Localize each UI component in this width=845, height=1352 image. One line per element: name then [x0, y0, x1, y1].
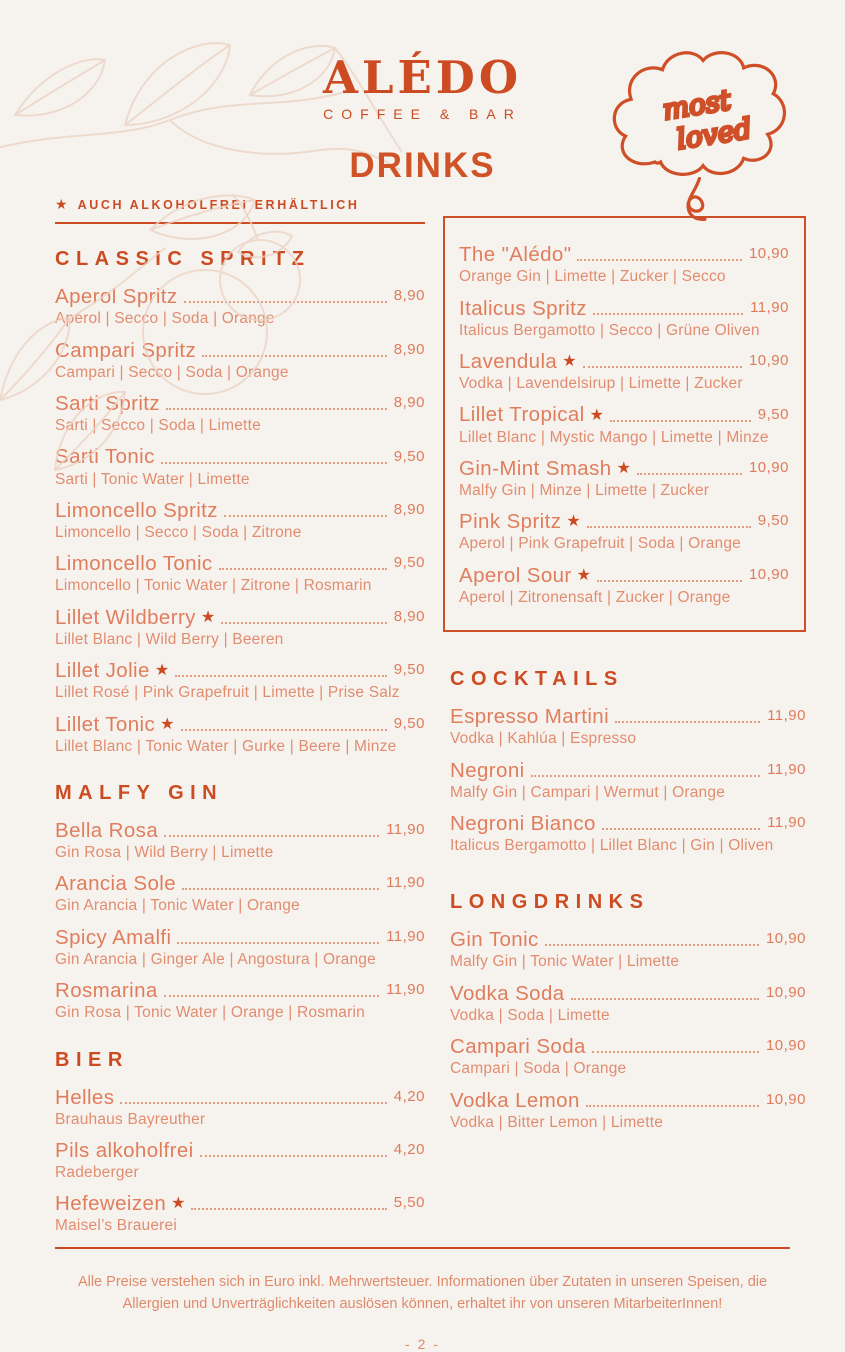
menu-item	[459, 351, 789, 393]
item-price: 4,20	[393, 1087, 425, 1105]
bubble-tail-squiggle	[688, 179, 705, 220]
item-ingredients: Italicus Bergamotto | Lillet Blanc | Gin | Oliven	[450, 837, 774, 855]
item-ingredients: Malfy Gin | Campari | Wermut | Orange	[450, 783, 726, 801]
item-ingredients: Maisel’s Brauerei	[55, 1217, 177, 1235]
menu-section	[55, 1049, 425, 1236]
page-title: DRINKS	[349, 146, 496, 186]
alcohol-free-note	[55, 196, 425, 224]
item-ingredients: Gin Rosa | Wild Berry | Limette	[55, 844, 274, 862]
section-items	[55, 286, 425, 756]
dotted-leader	[577, 259, 742, 261]
item-name: Limoncello Spritz	[55, 498, 218, 522]
footer-line-2: Allergien und Unverträglichkeiten auslösen können, erhaltet ihr von unseren MitarbeiterInnen!	[122, 1296, 723, 1313]
dotted-leader	[161, 462, 387, 464]
menu-item	[55, 927, 425, 969]
item-name: Gin Tonic	[450, 928, 539, 952]
menu-item-row	[55, 1193, 425, 1215]
item-name: Rosmarina	[55, 979, 158, 1003]
menu-item-row	[450, 1090, 806, 1112]
menu-item-row	[55, 340, 425, 362]
menu-item	[459, 298, 789, 340]
item-ingredients: Lillet Blanc | Wild Berry | Beeren	[55, 630, 284, 648]
star-icon: ★	[589, 406, 604, 424]
dotted-leader	[587, 526, 751, 528]
menu-item-row	[459, 458, 789, 480]
section-items	[55, 820, 425, 1023]
menu-item-row	[459, 404, 789, 426]
section-title: MALFY GIN	[55, 781, 224, 804]
menu-item	[459, 404, 789, 446]
menu-item	[55, 393, 425, 435]
dotted-leader	[182, 888, 379, 890]
item-price: 4,20	[393, 1141, 425, 1159]
menu-item	[450, 929, 806, 971]
dotted-leader	[597, 580, 742, 582]
item-ingredients: Orange Gin | Limette | Zucker | Secco	[459, 268, 726, 286]
item-name: Aperol Spritz	[55, 285, 178, 309]
item-name: Italicus Spritz	[459, 296, 587, 320]
item-name: Hefeweizen	[55, 1192, 167, 1216]
dotted-leader	[221, 622, 387, 624]
menu-item	[55, 1087, 425, 1129]
item-name: Gin-Mint Smash	[459, 456, 612, 480]
left-column	[55, 196, 425, 1247]
menu-item-row	[459, 298, 789, 320]
menu-item-row	[450, 813, 806, 835]
menu-item	[55, 820, 425, 862]
item-ingredients: Limoncello | Tonic Water | Zitrone | Rosmarin	[55, 577, 372, 595]
item-price: 11,90	[386, 821, 425, 839]
item-name: Espresso Martini	[450, 705, 610, 729]
dotted-leader	[592, 1051, 759, 1053]
menu-item-row	[55, 500, 425, 522]
badge-word-2: loved	[674, 111, 754, 156]
item-price: 11,90	[750, 298, 789, 316]
menu-item	[55, 660, 425, 702]
menu-item	[459, 511, 789, 553]
menu-item-row	[55, 553, 425, 575]
item-price: 10,90	[748, 459, 789, 476]
menu-item	[459, 244, 789, 286]
menu-item	[55, 714, 425, 756]
item-name: Pink Spritz	[459, 510, 562, 534]
menu-item-row	[450, 983, 806, 1005]
dotted-leader	[610, 420, 751, 422]
section-title: COCKTAILS	[450, 668, 624, 691]
menu-section	[55, 248, 425, 756]
item-price: 8,90	[393, 501, 425, 518]
item-name: Negroni Bianco	[450, 811, 596, 835]
item-price: 9,50	[393, 714, 425, 732]
menu-item-row	[55, 660, 425, 682]
item-name: Vodka Soda	[450, 981, 565, 1005]
item-price: 11,90	[767, 760, 806, 778]
item-ingredients: Italicus Bergamotto | Secco | Grüne Oliven	[459, 321, 760, 339]
star-icon: ★	[616, 460, 631, 477]
item-ingredients: Lillet Rosé | Pink Grapefruit | Limette | Prise Salz	[55, 684, 400, 702]
menu-section	[443, 891, 806, 1132]
footer-rule	[55, 1247, 790, 1249]
item-price: 11,90	[386, 874, 425, 892]
section-items	[450, 706, 806, 855]
item-name: Sarti Spritz	[55, 392, 161, 416]
item-name: Arancia Sole	[55, 872, 177, 896]
dotted-leader	[593, 313, 743, 315]
item-name: Lillet Wildberry	[55, 605, 196, 629]
item-price: 9,50	[393, 661, 425, 679]
dotted-leader	[166, 408, 387, 410]
item-ingredients: Sarti | Secco | Soda | Limette	[55, 417, 261, 435]
item-ingredients: Gin Arancia | Tonic Water | Orange	[55, 897, 300, 915]
dotted-leader	[164, 835, 379, 837]
page-number: - 2 -	[405, 1335, 440, 1352]
item-name: Campari Spritz	[55, 338, 197, 362]
menu-item-row	[55, 873, 425, 895]
menu-item	[55, 553, 425, 595]
dotted-leader	[602, 828, 760, 830]
item-ingredients: Malfy Gin | Minze | Limette | Zucker	[459, 482, 710, 499]
menu-item-row	[55, 393, 425, 415]
menu-item	[450, 1090, 806, 1132]
item-price: 8,90	[393, 340, 425, 358]
footer-line-1: Alle Preise verstehen sich in Euro inkl. Mehrwertsteuer. Informationen über Zutaten in unseren Speisen, die	[77, 1273, 768, 1290]
menu-item	[55, 286, 425, 328]
menu-item	[55, 1140, 425, 1182]
item-ingredients: Limoncello | Secco | Soda | Zitrone	[55, 524, 302, 541]
item-ingredients: Gin Rosa | Tonic Water | Orange | Rosmarin	[55, 1004, 365, 1022]
menu-item-row	[55, 927, 425, 949]
item-name: Helles	[55, 1085, 115, 1109]
item-ingredients: Campari | Soda | Orange	[450, 1060, 627, 1078]
item-ingredients: Vodka | Kahlúa | Espresso	[450, 730, 637, 748]
dotted-leader	[219, 568, 387, 570]
menu-item-row	[459, 565, 789, 587]
star-icon: ★	[160, 715, 175, 733]
dotted-leader	[615, 721, 760, 723]
menu-item-row	[459, 351, 789, 373]
item-price: 5,50	[393, 1194, 425, 1212]
item-price: 11,90	[386, 927, 425, 945]
item-price: 9,50	[757, 405, 789, 423]
item-price: 9,50	[393, 447, 425, 465]
dotted-leader	[184, 301, 387, 303]
dotted-leader	[120, 1102, 386, 1104]
menu-item-row	[55, 286, 425, 308]
menu-item	[450, 760, 806, 802]
menu-item	[55, 980, 425, 1022]
item-price: 10,90	[765, 930, 806, 948]
menu-item-row	[459, 244, 789, 266]
item-ingredients: Gin Arancia | Ginger Ale | Angostura | Orange	[55, 950, 376, 968]
menu-item-row	[55, 980, 425, 1002]
dotted-leader	[224, 515, 387, 517]
menu-item	[450, 1036, 806, 1078]
item-ingredients: Aperol | Pink Grapefruit | Soda | Orange	[459, 535, 741, 553]
footer-disclaimer	[0, 1271, 845, 1316]
item-name: Lillet Tropical	[459, 403, 585, 427]
dotted-leader	[181, 729, 387, 731]
menu-item	[450, 813, 806, 855]
item-name: Aperol Sour	[459, 563, 572, 587]
dotted-leader	[586, 1105, 759, 1107]
menu-item-row	[450, 929, 806, 951]
dotted-leader	[571, 998, 759, 1000]
dotted-leader	[637, 473, 742, 475]
dotted-leader	[545, 944, 759, 946]
item-price: 10,90	[765, 1090, 806, 1108]
item-price: 8,90	[393, 394, 425, 412]
item-name: Lillet Jolie	[55, 659, 150, 683]
menu-item	[459, 458, 789, 500]
item-price: 8,90	[393, 607, 425, 625]
menu-item-row	[55, 820, 425, 842]
menu-item	[450, 706, 806, 748]
item-price: 10,90	[765, 983, 806, 1001]
section-title: LONGDRINKS	[450, 891, 650, 914]
item-price: 11,90	[767, 814, 806, 832]
menu-item	[450, 983, 806, 1025]
menu-item	[55, 607, 425, 649]
section-title: CLASSIC SPRITZ	[55, 248, 311, 271]
item-name: Lavendula	[459, 350, 558, 374]
item-ingredients: Sarti | Tonic Water | Limette	[55, 470, 250, 488]
item-ingredients: Aperol | Secco | Soda | Orange	[55, 310, 275, 328]
item-name: Lillet Tonic	[55, 712, 156, 736]
item-ingredients: Radeberger	[55, 1164, 139, 1182]
menu-section	[55, 782, 425, 1023]
item-name: Spicy Amalfi	[55, 925, 172, 949]
brand-subtitle: COFFEE & BAR	[323, 106, 522, 123]
star-icon: ★	[55, 196, 68, 213]
menu-item-row	[55, 1140, 425, 1162]
item-ingredients: Vodka | Soda | Limette	[450, 1006, 610, 1024]
item-name: Negroni	[450, 758, 525, 782]
star-icon: ★	[576, 566, 591, 584]
badge-word-1: most	[660, 83, 733, 127]
item-price: 9,50	[393, 554, 425, 572]
menu-item-row	[55, 1087, 425, 1109]
menu-item	[55, 340, 425, 382]
item-price: 10,90	[748, 352, 789, 370]
item-price: 10,90	[765, 1037, 806, 1055]
menu-item-row	[55, 446, 425, 468]
note-underline	[55, 222, 425, 224]
menu-section	[443, 668, 806, 855]
item-name: Pils alkoholfrei	[55, 1138, 194, 1162]
dotted-leader	[177, 942, 379, 944]
item-price: 10,90	[748, 565, 789, 583]
item-name: Bella Rosa	[55, 818, 159, 842]
right-column	[443, 216, 806, 1247]
menu-item-row	[450, 760, 806, 782]
item-name: The "Alédo"	[459, 243, 572, 267]
star-icon: ★	[566, 513, 581, 531]
item-ingredients: Campari | Secco | Soda | Orange	[55, 363, 289, 381]
item-price: 8,90	[393, 287, 425, 305]
most-loved-badge	[599, 42, 809, 222]
star-icon: ★	[200, 608, 216, 626]
menu-item	[55, 446, 425, 488]
star-icon: ★	[154, 662, 170, 680]
item-ingredients: Vodka | Bitter Lemon | Limette	[450, 1113, 664, 1131]
item-name: Vodka Lemon	[450, 1088, 580, 1112]
item-price: 10,90	[748, 245, 789, 263]
item-name: Sarti Tonic	[55, 445, 155, 469]
section-items	[450, 929, 806, 1132]
dotted-leader	[202, 355, 387, 357]
menu-item	[55, 873, 425, 915]
star-icon: ★	[562, 353, 577, 371]
most-loved-box	[443, 216, 806, 632]
note-label: AUCH ALKOHOLFREI ERHÄLTLICH	[77, 198, 360, 213]
item-name: Campari Soda	[450, 1035, 586, 1059]
dotted-leader	[531, 775, 760, 777]
dotted-leader	[175, 675, 387, 677]
menu-item-row	[450, 706, 806, 728]
dotted-leader	[583, 366, 742, 368]
dotted-leader	[200, 1155, 387, 1157]
menu-item	[55, 500, 425, 542]
item-ingredients: Aperol | Zitronensaft | Zucker | Orange	[459, 588, 731, 606]
menu-item-row	[55, 607, 425, 629]
brand-logo: ALÉDO	[322, 51, 523, 104]
dotted-leader	[164, 995, 379, 997]
item-price: 9,50	[757, 512, 789, 530]
item-name: Limoncello Tonic	[55, 552, 213, 576]
item-ingredients: Vodka | Lavendelsirup | Limette | Zucker	[459, 375, 743, 393]
menu-footer	[0, 1247, 845, 1352]
star-icon: ★	[171, 1195, 186, 1213]
item-price: 11,90	[386, 981, 425, 999]
item-ingredients: Brauhaus Bayreuther	[55, 1110, 206, 1128]
menu-item-row	[55, 714, 425, 736]
dotted-leader	[191, 1208, 386, 1210]
item-ingredients: Lillet Blanc | Mystic Mango | Limette | Minze	[459, 428, 769, 446]
menu-body	[0, 196, 845, 1247]
menu-item	[459, 565, 789, 607]
menu-item-row	[459, 511, 789, 533]
section-items	[55, 1087, 425, 1236]
item-ingredients: Lillet Blanc | Tonic Water | Gurke | Beere | Minze	[55, 737, 397, 755]
item-ingredients: Malfy Gin | Tonic Water | Limette	[450, 953, 680, 971]
section-title: BIER	[55, 1048, 129, 1071]
item-price: 11,90	[767, 707, 806, 725]
menu-item-row	[450, 1036, 806, 1058]
